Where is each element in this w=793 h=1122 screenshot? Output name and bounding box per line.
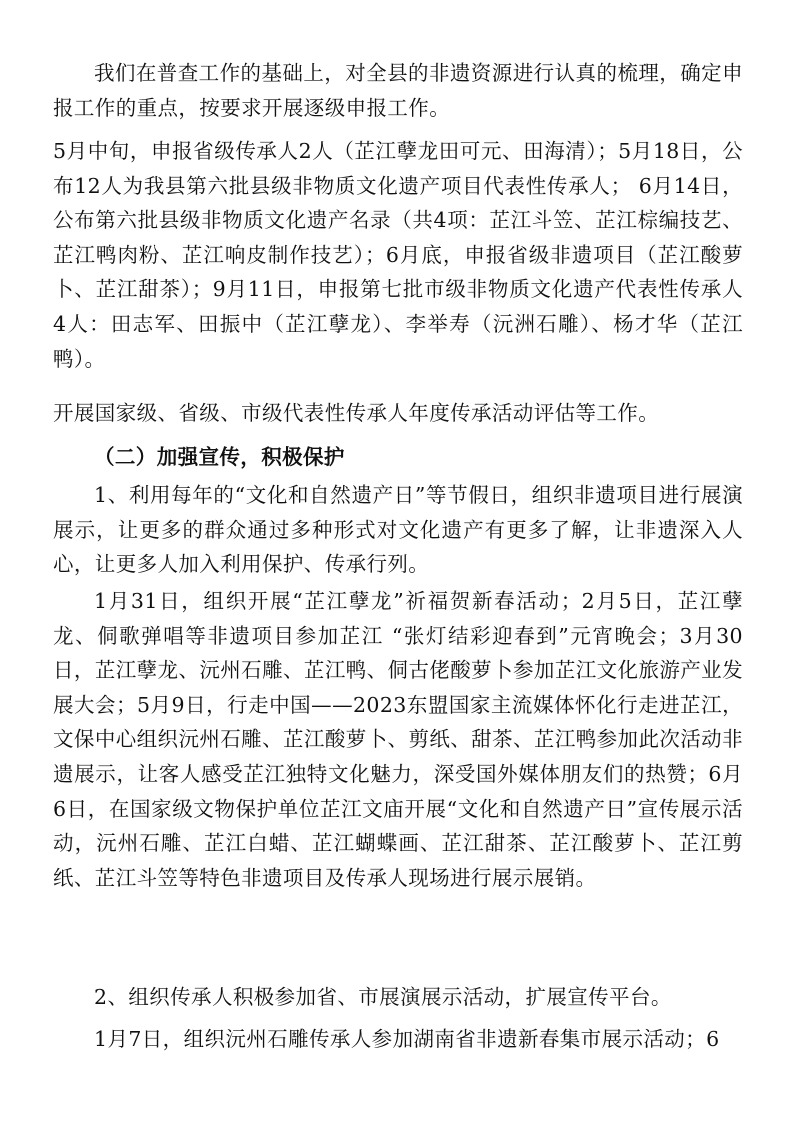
paragraph-provincial-exhibitions: 2、组织传承人积极参加省、市展演展示活动，扩展宣传平台。 [94,985,672,1009]
paragraph-declaration-timeline: 5月中旬，申报省级传承人2人（芷江孽龙田可元、田海清）；5月18日，公布12人为我县第六批县级非物质文化遗产项目代表性传承人； 6月14日，公布第六批县级非物质文化遗产名录（共4项：芷江斗笠、芷江棕编技艺、芷江鸭肉粉、芷江响皮制作技艺）；6月底，申报省级非遗项目（芷江酸萝卜、芷江甜茶）；9月11日，申报第七批市级非物质文化遗产代表性传承人4人：田志军、田振中（芷江孽龙）、李举寿（沅洲石雕）、杨才华（芷江鸭）。 [53,139,743,371]
paragraph-events-list: 1月31日，组织开展“芷江孽龙”祈福贺新春活动；2月5日，芷江孽龙、侗歌弹唱等非遗项目参加芷江 “张灯结彩迎春到”元宵晚会；3月30日，芷江孽龙、沅州石雕、芷江鸭、侗古佬酸萝卜参加芷江文化旅游产业发展大会；5月9日，行走中国——2023东盟国家主流媒体怀化行走进芷江，文保中心组织沅州石雕、芷江酸萝卜、剪纸、甜茶、芷江鸭参加此次活动非遗展示，让客人感受芷江独特文化魅力，深受国外媒体朋友们的热赞；6月6日，在国家级文物保护单位芷江文庙开展“文化和自然遗产日”宣传展示活动，沅州石雕、芷江白蜡、芷江蝴蝶画、芷江甜茶、芷江酸萝卜、芷江剪纸、芷江斗笠等特色非遗项目及传承人现场进行展示展销。 [53,589,744,890]
section-heading-publicity: （二）加强宣传，积极保护 [94,445,345,469]
paragraph-declaration-basis: 我们在普查工作的基础上，对全县的非遗资源进行认真的梳理，确定申报工作的重点，按要求开展逐级申报工作。 [53,61,743,120]
paragraph-january-exhibition: 1月7日，组织沅州石雕传承人参加湖南省非遗新春集市展示活动；6 [94,1027,720,1051]
paragraph-evaluation-work: 开展国家级、省级、市级代表性传承人年度传承活动评估等工作。 [53,401,660,425]
paragraph-heritage-day: 1、利用每年的“文化和自然遗产日”等节假日，组织非遗项目进行展演展示，让更多的群众通过多种形式对文化遗产有更多了解，让非遗深入人心，让更多人加入利用保护、传承行列。 [53,483,743,577]
